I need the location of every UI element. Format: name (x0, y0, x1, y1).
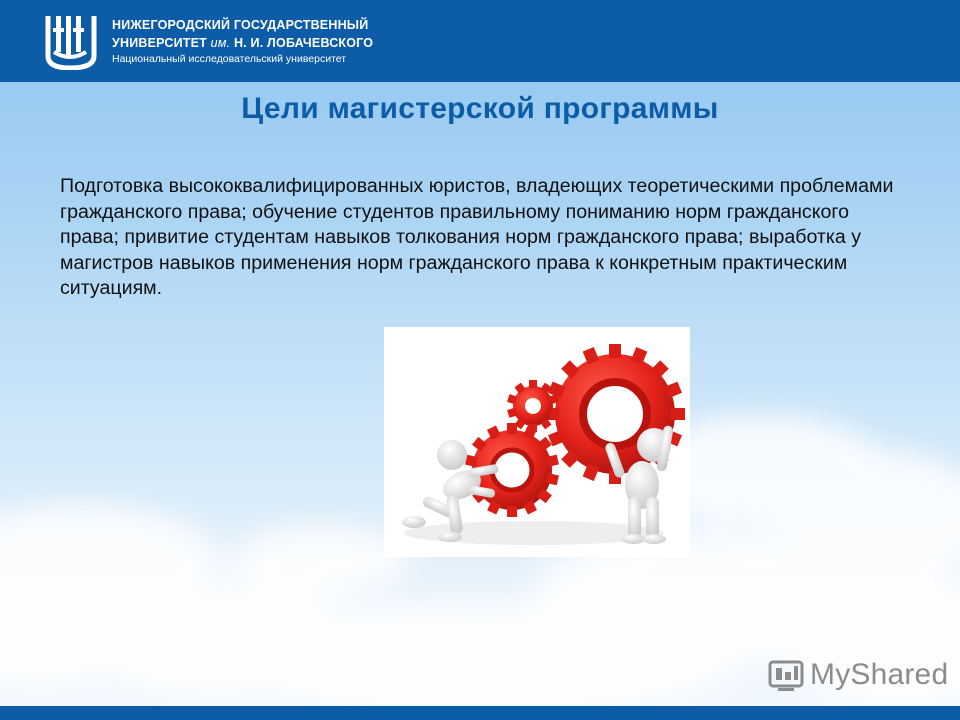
bottom-bar (0, 706, 960, 720)
university-name-part: УНИВЕРСИТЕТ (112, 36, 211, 50)
university-name-line1: НИЖЕГОРОДСКИЙ ГОСУДАРСТВЕННЫЙ (112, 18, 369, 32)
watermark-text: MyShared (810, 658, 949, 691)
nnsu-logo-icon (40, 12, 102, 70)
university-name-lobachevsky: Н. И. ЛОБАЧЕВСКОГО (230, 36, 374, 50)
university-subtitle: Национальный исследовательский университет (112, 53, 347, 65)
gears-figures-illustration (384, 327, 690, 557)
slide-title: Цели магистерской программы (241, 92, 719, 125)
university-name-line2 (112, 36, 373, 50)
myshared-logo-icon (766, 656, 806, 696)
university-header (0, 0, 960, 82)
myshared-watermark (766, 656, 949, 696)
gears-illustration (384, 327, 690, 557)
university-name-im: им. (210, 36, 231, 50)
slide-body-text: Подготовка высококвалифицированных юристов, владеющих теоретическими проблемами гражданского права; обучение студентов правильному пониманию норм гражданского права; привитие студентам навыков толкования норм гражданского права; выработка у магистров навыков применения норм гражданского права к конкретным практическим ситуациям. (60, 175, 894, 300)
